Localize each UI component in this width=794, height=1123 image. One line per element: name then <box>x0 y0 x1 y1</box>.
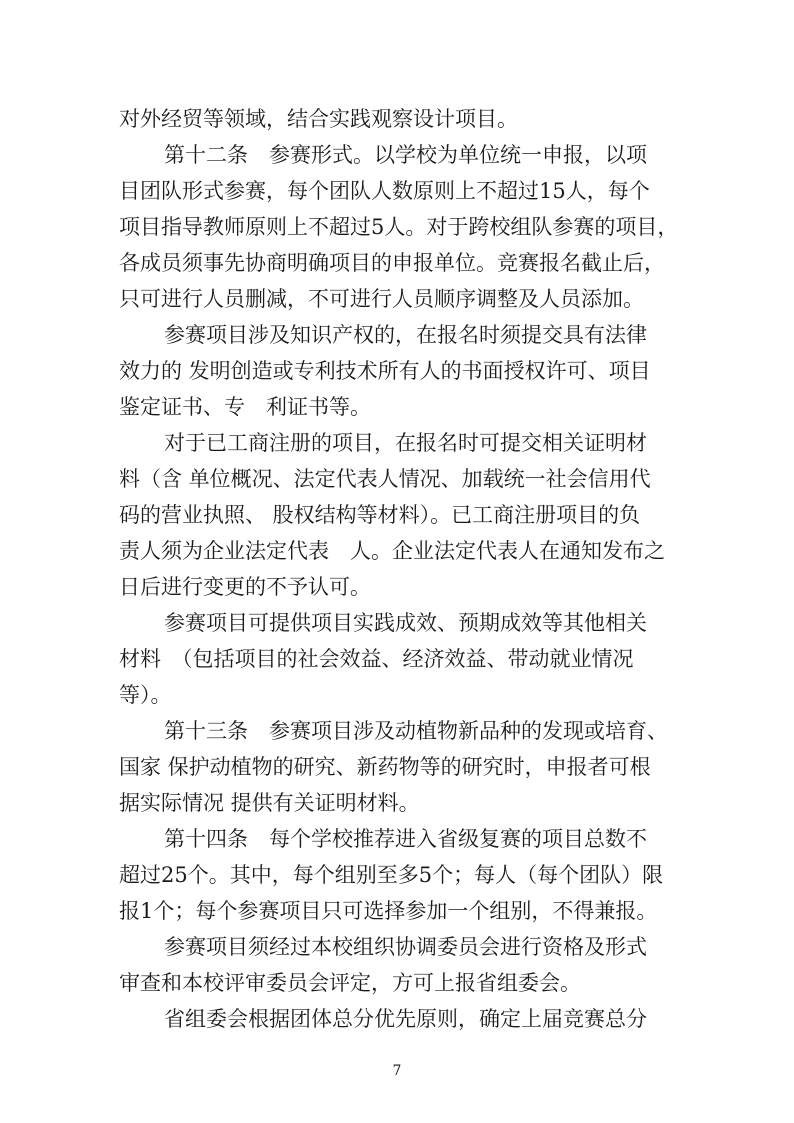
text-line-12: 码的营业执照、 股权结构等材料）。已工商注册项目的负 <box>119 503 641 527</box>
text-line-17: 等）。 <box>119 683 172 707</box>
text-line-10: 对于已工商注册的项目，在报名时可提交相关证明材 <box>164 431 647 455</box>
text-line-23: 报1个；每个参赛项目只可选择参加一个组别，不得兼报。 <box>119 899 658 923</box>
text-line-3: 目团队形式参赛，每个团队人数原则上不超过15人，每个 <box>119 179 650 203</box>
text-line-5: 各成员须事先协商明确项目的申报单位。竞赛报名截止后， <box>119 251 665 275</box>
page-number: 7 <box>392 1063 402 1079</box>
text-line-6: 只可进行人员删减，不可进行人员顺序调整及人员添加。 <box>119 287 644 311</box>
text-line-9: 鉴定证书、专 利证书等。 <box>119 395 371 419</box>
text-line-18: 第十三条 参赛项目涉及动植物新品种的发现或培育、 <box>164 719 668 743</box>
text-line-21: 第十四条 每个学校推荐进入省级复赛的项目总数不 <box>164 827 647 851</box>
text-line-14: 日后进行变更的不予认可。 <box>119 575 371 599</box>
text-line-19: 国家 保护动植物的研究、新药物等的研究时，申报者可根 <box>119 755 651 779</box>
text-line-2: 第十二条 参赛形式。以学校为单位统一申报，以项 <box>164 143 647 167</box>
text-line-26: 省组委会根据团体总分优先原则，确定上届竞赛总分 <box>164 1007 647 1031</box>
text-line-4: 项目指导教师原则上不超过5人。对于跨校组队参赛的项目， <box>119 215 679 239</box>
text-line-16: 材料 （包括项目的社会效益、经济效益、带动就业情况 <box>119 647 634 671</box>
text-line-7: 参赛项目涉及知识产权的，在报名时须提交具有法律 <box>164 323 647 347</box>
text-line-15: 参赛项目可提供项目实践成效、预期成效等其他相关 <box>164 611 647 635</box>
text-line-25: 审查和本校评审委员会评定，方可上报省组委会。 <box>119 971 581 995</box>
text-line-13: 责人须为企业法定代表 人。企业法定代表人在通知发布之 <box>119 539 665 563</box>
text-line-11: 料（含 单位概况、法定代表人情况、加载统一社会信用代 <box>119 467 651 491</box>
text-line-1: 对外经贸等领域，结合实践观察设计项目。 <box>119 107 518 131</box>
text-line-22: 超过25个。其中，每个组别至多5个；每人（每个团队）限 <box>119 863 664 887</box>
text-line-20: 据实际情况 提供有关证明材料。 <box>119 791 420 815</box>
text-line-8: 效力的 发明创造或专利技术所有人的书面授权许可、项目 <box>119 359 651 383</box>
text-line-24: 参赛项目须经过本校组织协调委员会进行资格及形式 <box>164 935 647 959</box>
